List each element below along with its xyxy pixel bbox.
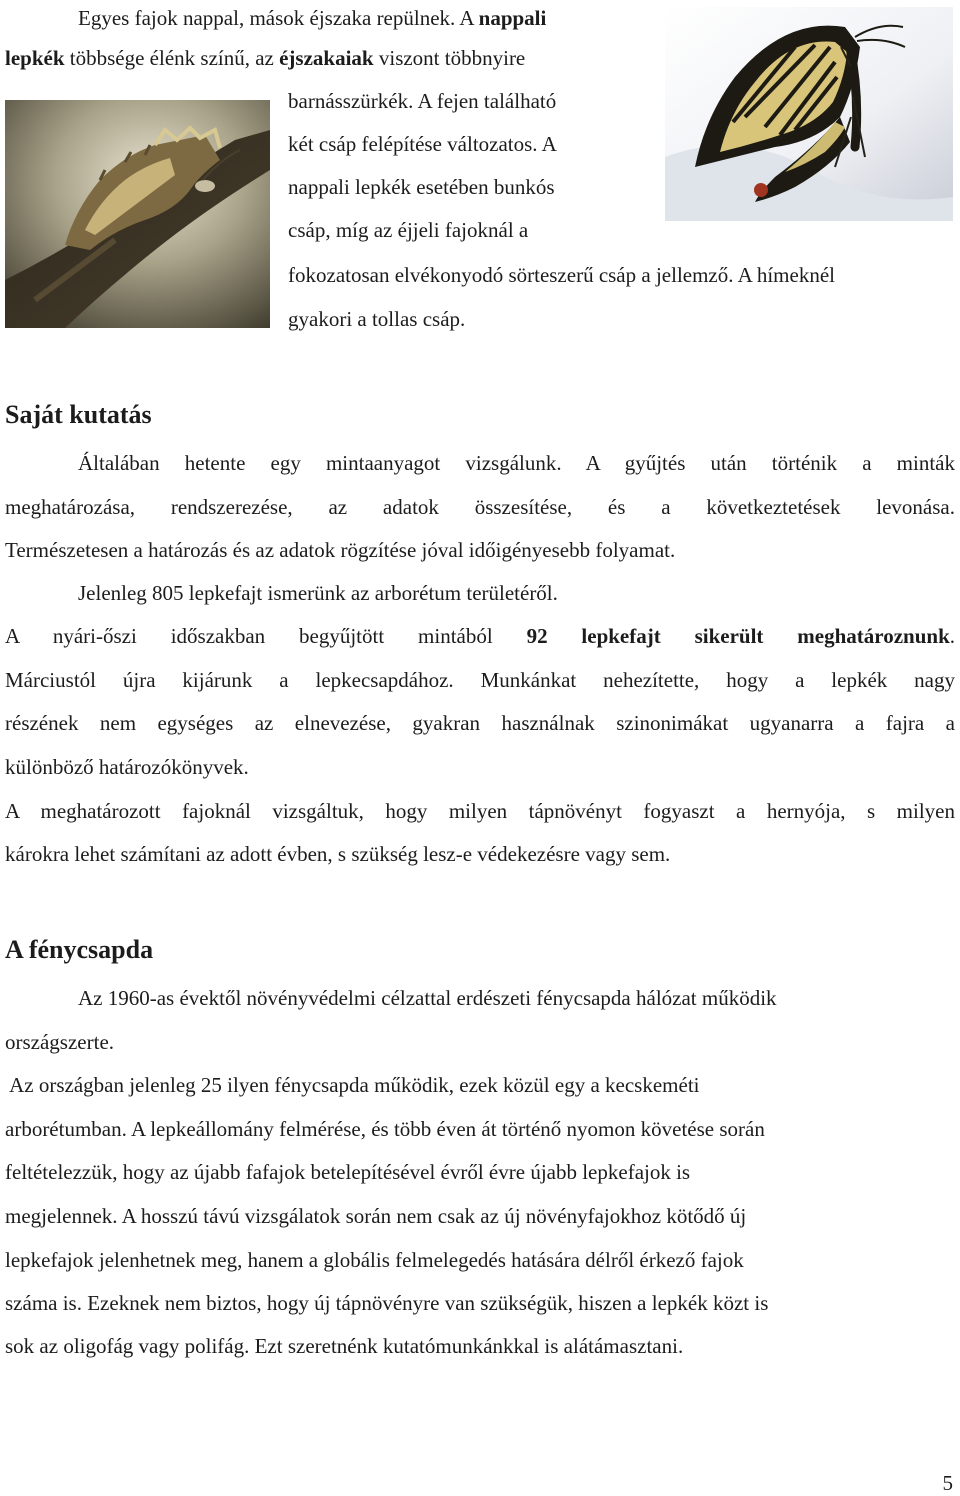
paragraph-line: A meghatározott fajoknál vizsgáltuk, hogy milyen tápnövényt fogyaszt a hernyója, s milyen <box>5 799 955 823</box>
paragraph-line: meghatározása, rendszerezése, az adatok összesítése, és a következtetések levonása. <box>5 495 955 519</box>
page-number: 5 <box>942 1471 953 1495</box>
paragraph-line: károkra lehet számítani az adott évben, s szükség lesz-e védekezésre vagy sem. <box>5 842 671 866</box>
section-heading-research: Saját kutatás <box>5 400 152 429</box>
emphasis: 92 lepkefajt sikerült meghatároznunk <box>526 624 950 648</box>
intro-line-1 <box>78 4 648 32</box>
paragraph-line: Természetesen a határozás és az adatok rögzítése jóval időigényesebb folyamat. <box>5 538 676 562</box>
intro-text: többsége élénk színű, az <box>64 46 280 70</box>
section-heading-light-trap: A fénycsapda <box>5 935 154 964</box>
paragraph-line: száma is. Ezeknek nem biztos, hogy új tápnövényre van szükségük, hiszen a lepkék közt is <box>5 1291 769 1315</box>
intro-text: viszont többnyire <box>373 46 526 70</box>
emphasis: nappali <box>478 6 547 30</box>
paragraph-line: feltételezzük, hogy az újabb fafajok betelepítésével évről évre újabb lepkefajok is <box>5 1160 691 1184</box>
paragraph-line: részének nem egységes az elnevezése, gyakran használnak szinonimákat ugyanarra a fajra a <box>5 711 955 735</box>
emphasis: lepkék <box>5 46 65 70</box>
paragraph-line: sok az oligofág vagy polifág. Ezt szeretnénk kutatómunkánkkal is alátámasztani. <box>5 1334 684 1358</box>
intro-line-4: két csáp felépítése változatos. A <box>288 132 557 156</box>
paragraph-line: országszerte. <box>5 1030 115 1054</box>
paragraph-line: arborétumban. A lepkeállomány felmérése, és több éven át történő nyomon követése során <box>5 1117 765 1141</box>
intro-line-3: barnásszürkék. A fejen található <box>288 89 557 113</box>
paragraph-line: Márciustól újra kijárunk a lepkecsapdához. Munkánkat nehezítette, hogy a lepkék nagy <box>5 668 955 692</box>
intro-line-5: nappali lepkék esetében bunkós <box>288 175 555 199</box>
intro-line-6: csáp, míg az éjjeli fajoknál a <box>288 218 529 242</box>
paragraph-text: A nyári-őszi időszakban begyűjtött mintából <box>5 624 527 648</box>
paragraph-line <box>5 622 955 650</box>
paragraph-line: Általában hetente egy mintaanyagot vizsgálunk. A gyűjtés után történik a minták <box>78 451 955 475</box>
paragraph-line: lepkefajok jelenhetnek meg, hanem a globális felmelegedés hatására délről érkező fajok <box>5 1248 744 1272</box>
intro-line-7: fokozatosan elvékonyodó sörteszerű csáp a jellemző. A hímeknél <box>288 263 835 287</box>
intro-line-2 <box>5 44 645 72</box>
intro-text: Egyes fajok nappal, mások éjszaka repülnek. A <box>78 6 479 30</box>
paragraph-line: Az 1960-as évektől növényvédelmi célzattal erdészeti fénycsapda hálózat működik <box>78 986 777 1010</box>
moth-photo <box>5 100 270 328</box>
intro-line-8: gyakori a tollas csáp. <box>288 307 466 331</box>
paragraph-line: Jelenleg 805 lepkefajt ismerünk az arborétum területéről. <box>78 581 558 605</box>
paragraph-text: . <box>949 624 955 648</box>
butterfly-photo <box>665 7 953 221</box>
paragraph-line: megjelennek. A hosszú távú vizsgálatok során nem csak az új növényfajokhoz kötődő új <box>5 1204 747 1228</box>
paragraph-line: Az országban jelenleg 25 ilyen fénycsapda működik, ezek közül egy a kecskeméti <box>5 1073 700 1097</box>
paragraph-line: különböző határozókönyvek. <box>5 755 249 779</box>
emphasis: éjszakaiak <box>279 46 374 70</box>
